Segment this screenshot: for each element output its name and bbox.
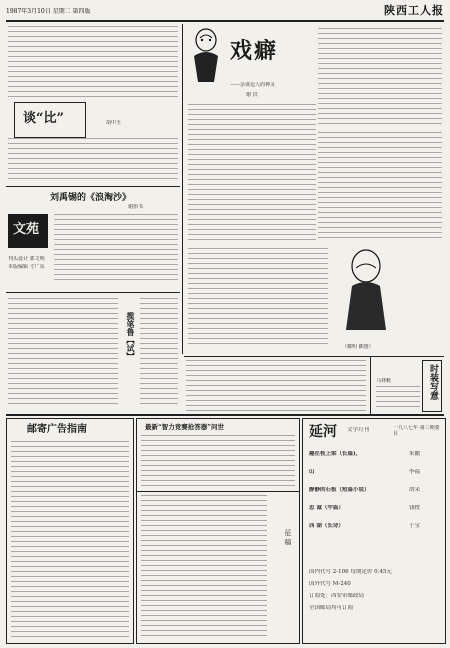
wenyuan-badge — [8, 214, 48, 248]
toc-row — [309, 521, 439, 535]
drama-subtitle: ——杂谈逗人的神灵 — [230, 82, 276, 88]
drama-mask-illustration — [186, 26, 226, 86]
date-line: 1987年3月10日 星期二 第四版 — [6, 8, 91, 15]
toc-item: 西 湖（长诗） — [309, 523, 344, 529]
article-painting — [6, 188, 180, 290]
article-tan-bi — [6, 24, 180, 184]
yanhe-title: 延河 — [309, 424, 337, 440]
article-xi-pi — [186, 24, 444, 354]
painting-author: 谢抬书 — [128, 204, 144, 210]
drama-author: 谢 洪 — [246, 92, 258, 98]
wenyuan-label: 文苑 — [13, 222, 40, 237]
article-title-box — [14, 102, 86, 138]
yanhe-footer-line: 全国邮局均可订阅 — [309, 605, 354, 611]
yanhe-footer-line: 国内代号 2-106 每期定价 0.45元 — [309, 569, 392, 575]
fashion-author: 马林帆 — [376, 378, 392, 384]
yanhe-footer — [309, 569, 439, 639]
toc-author: 李福 — [409, 469, 421, 475]
subscription-note: 征 稿 — [284, 529, 292, 546]
toc-item: 山 — [309, 469, 315, 475]
side-poem-title: 揽笔鲁【试】 — [126, 312, 136, 360]
article-author: 胡中玉 — [106, 120, 122, 126]
painting-title: 刘禹锡的《浪淘沙》 — [50, 193, 132, 203]
yanhe-toc — [309, 449, 439, 559]
toc-author: 钱牧 — [409, 505, 421, 511]
paper-name: 陕西工人报 — [384, 4, 444, 17]
subscription-title: 最新“智力竞赛抢答器”问世 — [145, 423, 224, 431]
mail-ads-title: 邮寄广告指南 — [27, 424, 87, 435]
illustration-caption: （耀明 插图） — [342, 344, 374, 350]
toc-author: 朱鹏 — [409, 451, 421, 457]
yanhe-footer-line: 订阅处：西安市邮政局 — [309, 593, 365, 599]
article-fashion — [372, 356, 444, 414]
toc-item: 趣在枝上梁（长篇), — [309, 451, 358, 457]
wenyuan-editor-credit: 本版编辑 寸广东 — [8, 264, 45, 270]
yanhe-footer-line: 国外代号 M-240 — [309, 581, 351, 587]
toc-author: 于宝 — [409, 523, 421, 529]
toc-row — [309, 503, 439, 517]
toc-author: 胡采 — [409, 487, 421, 493]
toc-row — [309, 485, 439, 499]
article-side-poem — [6, 294, 180, 412]
fashion-title: 时装写意 — [428, 364, 438, 400]
drama-title: 戏癖 — [230, 38, 279, 64]
subscription-ad — [136, 418, 300, 644]
toc-item: 忠 诚（中篇） — [309, 505, 344, 511]
toc-row — [309, 449, 439, 463]
toc-item: 静静的石板（短篇小说） — [309, 487, 370, 493]
masthead — [6, 4, 444, 20]
toc-row — [309, 467, 439, 481]
article-title: 谈“比” — [23, 111, 64, 126]
drama-illustration — [336, 246, 396, 342]
yanhe-issue: 一九八七年 第三期要目 — [393, 425, 440, 438]
wenyuan-design-credit: 刊头设计 郭文明 — [8, 256, 45, 262]
mail-ads-box — [6, 418, 134, 644]
yanhe-box — [302, 418, 446, 644]
yanhe-subtitle: 文学月刊 — [347, 427, 370, 433]
